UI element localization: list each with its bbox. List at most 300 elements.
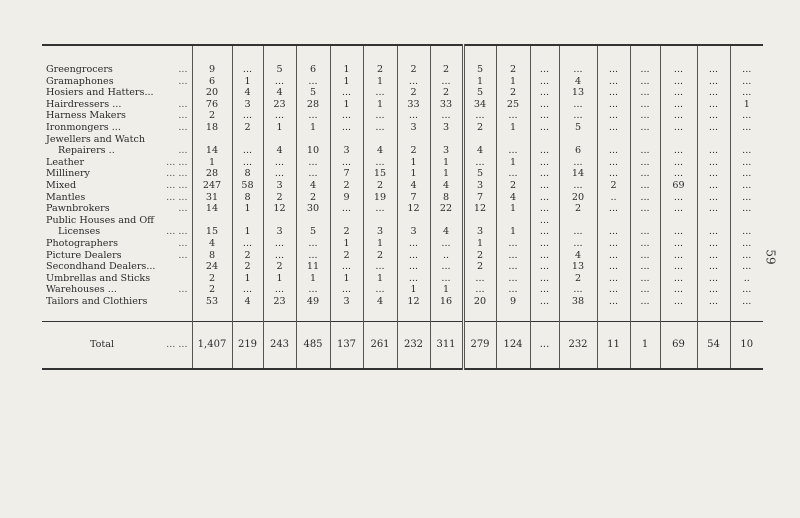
table-cell: 3 <box>263 226 296 238</box>
table-cell: ... <box>263 238 296 250</box>
row-label-cell <box>42 45 192 64</box>
table-cell: ... <box>530 273 559 285</box>
table-cell: 4 <box>192 238 232 250</box>
row-label: Leather <box>46 156 85 168</box>
table-cell: ... <box>697 168 730 180</box>
table-cell: 219 <box>232 322 263 370</box>
table-cell <box>697 45 730 64</box>
table-cell: ... <box>363 122 397 134</box>
table-row <box>42 203 763 215</box>
table-row <box>42 192 763 204</box>
table-cell: 2 <box>430 64 463 76</box>
table-cell: ... <box>697 157 730 169</box>
table-cell: ... <box>630 203 660 215</box>
table-cell: 124 <box>496 322 530 370</box>
table-cell: 1 <box>496 226 530 238</box>
table-cell: ... <box>730 284 763 296</box>
table-cell: 13 <box>559 261 597 273</box>
table-cell: 1 <box>730 99 763 111</box>
table-cell: ... <box>530 238 559 250</box>
row-label-cell <box>42 134 192 146</box>
table-cell: ... <box>530 250 559 262</box>
leader-dots: ... ... <box>166 339 188 351</box>
table-cell: ... <box>530 203 559 215</box>
row-label-cell <box>42 261 192 273</box>
table-row <box>42 180 763 192</box>
table-cell <box>330 134 363 146</box>
page-number: 59 <box>763 249 778 265</box>
table-cell: ... <box>697 192 730 204</box>
table-cell: 2 <box>463 261 496 273</box>
table-cell: 1,407 <box>192 322 232 370</box>
table-cell: 1 <box>192 157 232 169</box>
table-cell: ... <box>630 192 660 204</box>
table-cell: 2 <box>363 64 397 76</box>
row-label-cell <box>42 273 192 285</box>
table-cell: ... <box>660 99 697 111</box>
table-cell <box>660 307 697 322</box>
table-cell: 54 <box>697 322 730 370</box>
table-cell <box>192 134 232 146</box>
table-cell: ... <box>630 168 660 180</box>
table-cell <box>630 134 660 146</box>
table-cell: ... <box>397 238 430 250</box>
table-cell: ... <box>730 76 763 88</box>
table-cell: 1 <box>232 76 263 88</box>
table-cell: 9 <box>330 192 363 204</box>
table-cell <box>397 134 430 146</box>
table-cell: ... <box>597 296 630 308</box>
table-cell: ... <box>660 238 697 250</box>
table-cell: ... <box>330 122 363 134</box>
row-label: Warehouses ... <box>46 284 117 296</box>
table-cell: 2 <box>192 273 232 285</box>
table-cell: ... <box>660 122 697 134</box>
table-cell: ... <box>530 296 559 308</box>
table-cell: ... <box>660 284 697 296</box>
table-cell: ... <box>363 157 397 169</box>
table-cell <box>697 307 730 322</box>
table-cell <box>463 307 496 322</box>
table-cell: 2 <box>192 284 232 296</box>
table-cell: ... <box>697 76 730 88</box>
table-cell: 4 <box>363 145 397 157</box>
table-cell: ... <box>330 203 363 215</box>
table-cell: 25 <box>496 99 530 111</box>
table-cell: ... <box>697 64 730 76</box>
table-cell: ... <box>430 76 463 88</box>
table-cell: ... <box>597 122 630 134</box>
table-cell: 24 <box>192 261 232 273</box>
table-cell: ... <box>597 203 630 215</box>
table-cell: ... <box>660 168 697 180</box>
table-row <box>42 76 763 88</box>
row-label-cell <box>42 307 192 322</box>
leader-dots: ... <box>178 121 188 133</box>
row-label-cell <box>42 99 192 111</box>
table-cell: 1 <box>232 273 263 285</box>
table-cell: ... <box>730 250 763 262</box>
table-cell: ... <box>697 87 730 99</box>
table-row <box>42 215 763 227</box>
table-cell: 12 <box>263 203 296 215</box>
table-cell <box>697 215 730 227</box>
table-cell <box>496 45 530 64</box>
table-cell: 2 <box>192 110 232 122</box>
table-cell: 243 <box>263 322 296 370</box>
table-cell: ... <box>630 145 660 157</box>
table-cell <box>496 307 530 322</box>
table-cell: ... <box>530 122 559 134</box>
row-label-cell <box>42 110 192 122</box>
table-cell: ... <box>597 99 630 111</box>
table-cell: ... <box>697 250 730 262</box>
table-cell: 5 <box>263 64 296 76</box>
table-cell: 4 <box>430 226 463 238</box>
table-cell: ... <box>630 122 660 134</box>
table-cell <box>397 45 430 64</box>
table-cell: ... <box>430 238 463 250</box>
table-cell: 76 <box>192 99 232 111</box>
table-cell <box>730 307 763 322</box>
row-label-cell <box>42 180 192 192</box>
table-cell: 4 <box>363 296 397 308</box>
leader-dots: ... ... <box>166 179 188 191</box>
table-cell: 1 <box>430 157 463 169</box>
table-cell <box>660 134 697 146</box>
table-cell: 1 <box>330 76 363 88</box>
row-label: Gramaphones <box>46 75 114 87</box>
table-cell: ... <box>630 284 660 296</box>
table-cell: ... <box>330 87 363 99</box>
table-cell: 22 <box>430 203 463 215</box>
table-cell <box>263 215 296 227</box>
table-cell: 2 <box>496 180 530 192</box>
table-cell: 11 <box>597 322 630 370</box>
table-cell: ... <box>530 215 559 227</box>
table-cell: ... <box>263 284 296 296</box>
table-cell: 2 <box>430 87 463 99</box>
row-label-cell <box>42 250 192 262</box>
leader-dots: ... <box>178 75 188 87</box>
table-cell: 247 <box>192 180 232 192</box>
table-cell: ... <box>463 273 496 285</box>
row-label: Millinery <box>46 168 90 180</box>
table-cell: 3 <box>430 145 463 157</box>
table-cell: 1 <box>363 99 397 111</box>
table-cell: 2 <box>463 250 496 262</box>
table-cell: .. <box>430 250 463 262</box>
table-cell: 311 <box>430 322 463 370</box>
table-row <box>42 64 763 76</box>
leader-dots: ... <box>178 249 188 261</box>
table-cell: ... <box>559 110 597 122</box>
table-cell: 3 <box>330 145 363 157</box>
table-cell: 7 <box>463 192 496 204</box>
table-cell: ... <box>697 203 730 215</box>
table-cell: ... <box>597 273 630 285</box>
table-row <box>42 168 763 180</box>
table-cell: 137 <box>330 322 363 370</box>
table-cell: ... <box>496 273 530 285</box>
table-row <box>42 122 763 134</box>
table-cell: 4 <box>496 192 530 204</box>
table-cell <box>730 45 763 64</box>
table-cell: 1 <box>232 226 263 238</box>
table-cell: 28 <box>296 99 330 111</box>
table-cell <box>263 134 296 146</box>
table-cell: ... <box>730 64 763 76</box>
table-cell: 1 <box>232 203 263 215</box>
table-cell: 14 <box>192 203 232 215</box>
table-cell: 4 <box>559 76 597 88</box>
table-cell: 4 <box>263 145 296 157</box>
table-cell: ... <box>597 64 630 76</box>
table-cell: ... <box>660 87 697 99</box>
table-cell: 20 <box>463 296 496 308</box>
row-label: Tailors and Clothiers <box>46 295 148 307</box>
table-cell: 23 <box>263 296 296 308</box>
table-row <box>42 284 763 296</box>
table-cell: 2 <box>330 180 363 192</box>
table-cell: ... <box>660 192 697 204</box>
table-cell: ... <box>496 168 530 180</box>
table-cell: ... <box>597 87 630 99</box>
table-cell <box>232 45 263 64</box>
table-cell: 1 <box>330 273 363 285</box>
table-cell: 3 <box>397 226 430 238</box>
row-label: Harness Makers <box>46 110 126 122</box>
table-cell: ... <box>496 110 530 122</box>
table-cell <box>597 215 630 227</box>
leader-dots: ... ... <box>166 156 188 168</box>
table-cell <box>559 307 597 322</box>
table-cell: ... <box>630 261 660 273</box>
table-cell: 2 <box>232 122 263 134</box>
table-cell: ... <box>232 64 263 76</box>
statistics-table <box>42 44 763 370</box>
table-cell: 2 <box>559 273 597 285</box>
table-cell: 31 <box>192 192 232 204</box>
table-cell: ... <box>730 261 763 273</box>
table-cell: ... <box>730 192 763 204</box>
table-cell: ... <box>660 110 697 122</box>
table-cell <box>330 215 363 227</box>
table-cell: 4 <box>232 87 263 99</box>
table-cell: 11 <box>296 261 330 273</box>
table-cell <box>232 307 263 322</box>
table-cell: ... <box>730 180 763 192</box>
table-cell: ... <box>397 261 430 273</box>
table-cell <box>496 134 530 146</box>
table-cell: ... <box>730 145 763 157</box>
table-row <box>42 134 763 146</box>
table-cell: ... <box>660 296 697 308</box>
table-cell: ... <box>730 226 763 238</box>
table-cell: 5 <box>463 87 496 99</box>
table-cell: ... <box>630 99 660 111</box>
table-cell: 3 <box>463 226 496 238</box>
row-label-cell <box>42 64 192 76</box>
table-cell: 4 <box>463 145 496 157</box>
table-cell: 30 <box>296 203 330 215</box>
table-cell: ... <box>597 145 630 157</box>
table-cell: ... <box>232 110 263 122</box>
table-cell: 53 <box>192 296 232 308</box>
table-cell: ... <box>530 76 559 88</box>
leader-dots: ... <box>178 284 188 296</box>
table-cell: 2 <box>597 180 630 192</box>
table-cell: 20 <box>192 87 232 99</box>
table-cell <box>296 134 330 146</box>
table-cell: ... <box>630 273 660 285</box>
table-cell: 1 <box>296 273 330 285</box>
table-cell: 69 <box>660 180 697 192</box>
table-cell <box>263 307 296 322</box>
table-cell: ... <box>597 76 630 88</box>
row-label: Greengrocers <box>46 64 113 75</box>
table-cell <box>559 45 597 64</box>
table-cell <box>630 215 660 227</box>
table-cell: ... <box>296 238 330 250</box>
table-cell <box>660 215 697 227</box>
table-cell: ... <box>363 87 397 99</box>
table-row <box>42 145 763 157</box>
table-cell: 3 <box>363 226 397 238</box>
table-cell: 1 <box>397 168 430 180</box>
row-label: Hairdressers ... <box>46 98 122 110</box>
table-cell: ... <box>730 157 763 169</box>
row-label-cell <box>42 157 192 169</box>
table-cell <box>397 215 430 227</box>
table-cell: 19 <box>363 192 397 204</box>
table-cell: ... <box>263 168 296 180</box>
table-cell <box>559 134 597 146</box>
table-cell <box>397 307 430 322</box>
table-cell: ... <box>530 322 559 370</box>
table-cell: 4 <box>263 87 296 99</box>
table-cell: ... <box>660 261 697 273</box>
table-cell: ... <box>660 203 697 215</box>
table-cell: 69 <box>660 322 697 370</box>
row-label-cell <box>42 238 192 250</box>
table-cell <box>192 45 232 64</box>
table-cell <box>192 215 232 227</box>
table-cell <box>597 134 630 146</box>
table-cell: 6 <box>192 76 232 88</box>
table-cell <box>296 45 330 64</box>
table-cell <box>296 215 330 227</box>
table-cell: ... <box>430 273 463 285</box>
table-cell: 1 <box>363 273 397 285</box>
table-cell: ... <box>530 226 559 238</box>
table-body <box>42 45 763 369</box>
table-cell: 49 <box>296 296 330 308</box>
table-cell: ... <box>363 203 397 215</box>
table-cell: ... <box>496 238 530 250</box>
row-label-cell <box>42 296 192 308</box>
table-cell: 38 <box>559 296 597 308</box>
table-cell: 1 <box>330 99 363 111</box>
table-cell: 14 <box>559 168 597 180</box>
table-cell <box>330 45 363 64</box>
table-cell: ... <box>530 99 559 111</box>
table-cell <box>463 45 496 64</box>
table-cell: ... <box>630 226 660 238</box>
table-cell: 485 <box>296 322 330 370</box>
table-cell: ... <box>496 284 530 296</box>
row-label-cell <box>42 192 192 204</box>
table-cell: 4 <box>559 250 597 262</box>
table-cell <box>660 45 697 64</box>
table-cell: ... <box>630 296 660 308</box>
table-cell: ... <box>660 273 697 285</box>
row-label-cell <box>42 145 192 157</box>
table-cell: 1 <box>496 122 530 134</box>
table-cell: 8 <box>430 192 463 204</box>
table-cell: ... <box>697 226 730 238</box>
table-cell: ... <box>232 157 263 169</box>
table-cell: ... <box>330 284 363 296</box>
leader-dots: ... <box>178 110 188 122</box>
table-cell: 20 <box>559 192 597 204</box>
table-cell: ... <box>296 168 330 180</box>
table-cell <box>330 307 363 322</box>
table-cell: ... <box>660 76 697 88</box>
table-cell: 2 <box>232 250 263 262</box>
table-cell: ... <box>597 157 630 169</box>
table-cell: ... <box>697 180 730 192</box>
table-cell: ... <box>530 64 559 76</box>
table-cell: ... <box>660 226 697 238</box>
table-cell: ... <box>697 273 730 285</box>
table-cell: ... <box>697 122 730 134</box>
table-cell: ... <box>697 238 730 250</box>
table-cell <box>430 45 463 64</box>
table-cell: 6 <box>296 64 330 76</box>
table-cell: ... <box>630 180 660 192</box>
table-cell: ... <box>330 261 363 273</box>
leader-dots: ... <box>178 237 188 249</box>
table-cell: ... <box>559 99 597 111</box>
table-cell: ... <box>296 157 330 169</box>
table-cell: ... <box>232 284 263 296</box>
table-cell <box>430 215 463 227</box>
table-cell: 1 <box>363 238 397 250</box>
table-row <box>42 250 763 262</box>
table-cell: 2 <box>397 145 430 157</box>
table-cell: ... <box>730 168 763 180</box>
table-cell: 4 <box>430 180 463 192</box>
table-cell <box>430 307 463 322</box>
table-cell <box>697 134 730 146</box>
table-cell: ... <box>530 168 559 180</box>
row-label: Total <box>90 339 115 351</box>
table-cell: 15 <box>192 226 232 238</box>
table-cell: 261 <box>363 322 397 370</box>
leader-dots: ... <box>178 64 188 75</box>
table-cell <box>530 307 559 322</box>
leader-dots: ... ... <box>166 191 188 203</box>
table-cell <box>730 215 763 227</box>
table-cell: 2 <box>363 180 397 192</box>
table-cell <box>463 134 496 146</box>
row-label: Photographers <box>46 237 118 249</box>
table-cell: 15 <box>363 168 397 180</box>
table-cell: 1 <box>363 76 397 88</box>
table-cell: ... <box>397 76 430 88</box>
table-cell: ... <box>263 76 296 88</box>
